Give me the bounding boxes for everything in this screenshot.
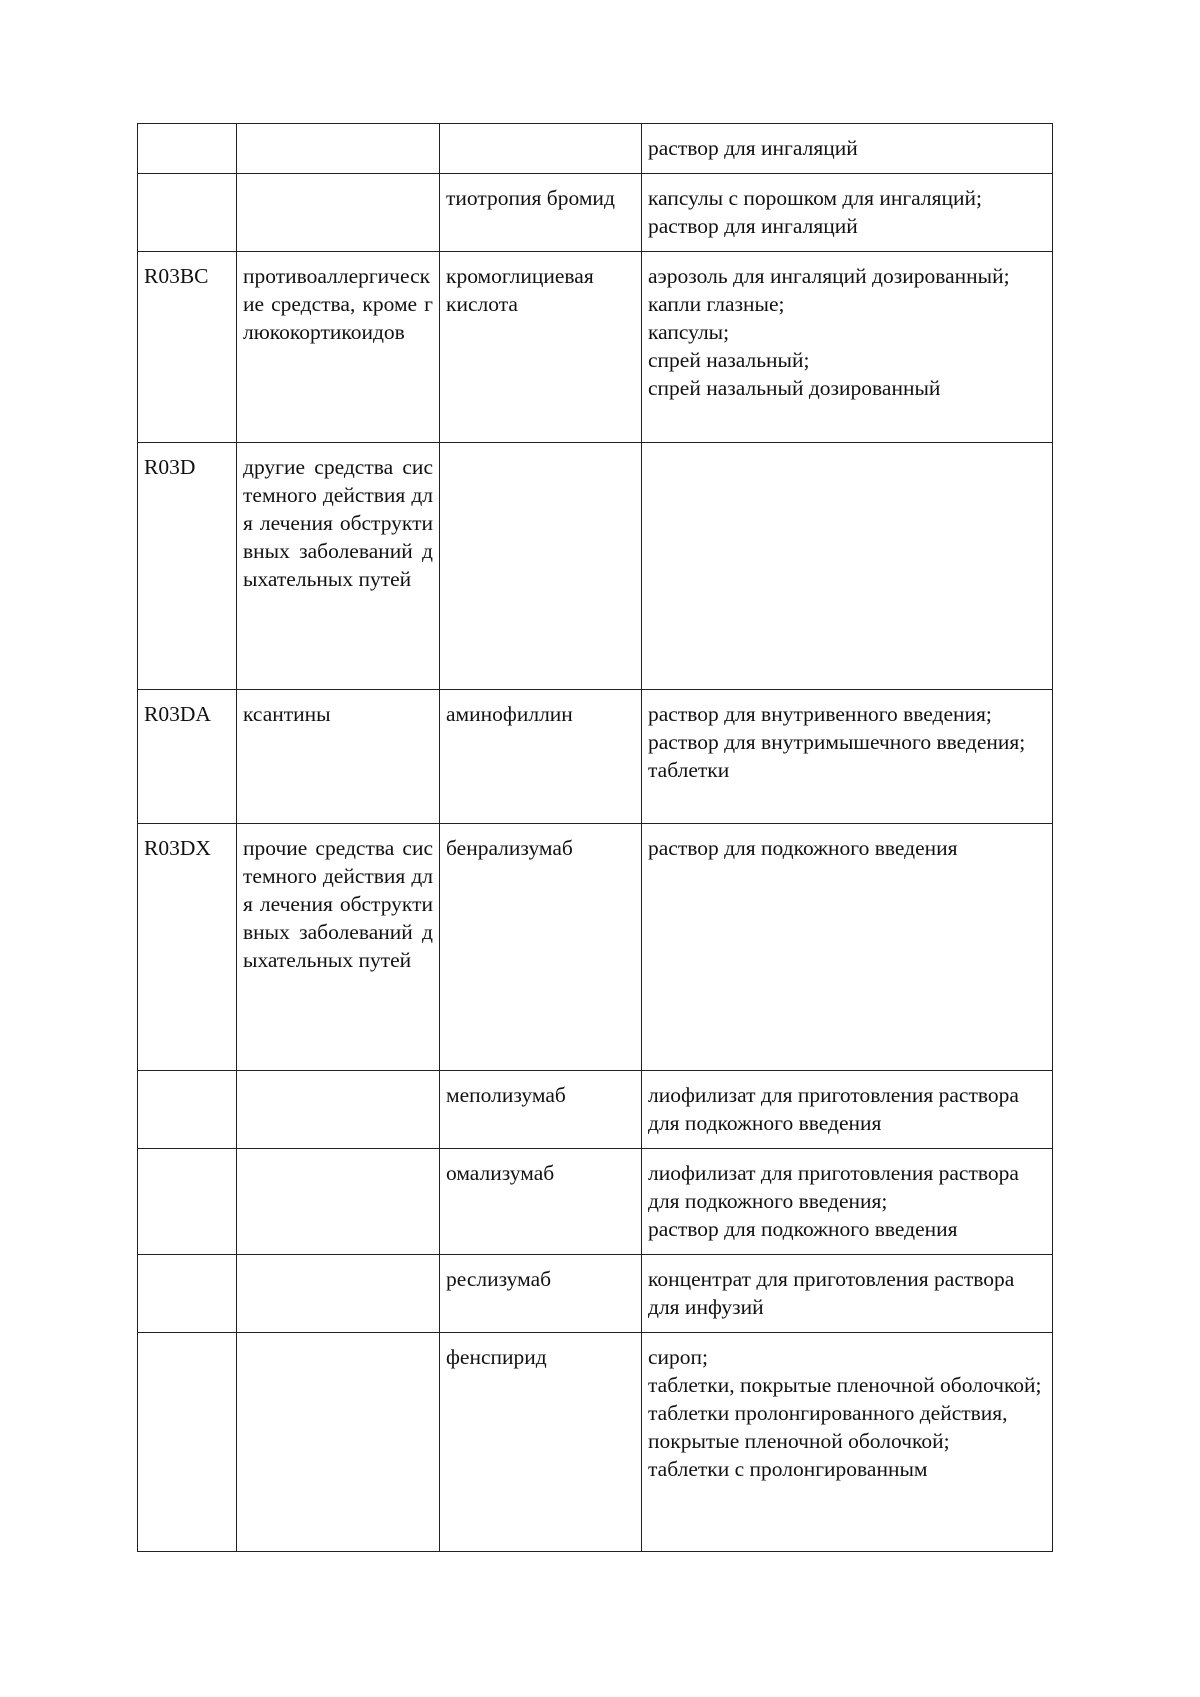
dosage-form-line: лиофилизат для приготовления раствора для подкожного введения xyxy=(648,1083,1019,1135)
drug-cell: кромоглициевая кислота xyxy=(440,252,642,443)
atc-code-cell xyxy=(138,1149,237,1255)
dosage-form-cell xyxy=(642,824,1053,1071)
table-row xyxy=(138,1255,1053,1333)
table-row xyxy=(138,1333,1053,1552)
table-row xyxy=(138,124,1053,174)
dosage-form-cell xyxy=(642,443,1053,690)
group-cell xyxy=(237,174,440,252)
dosage-form-line: таблетки с пролонгированным xyxy=(648,1457,928,1481)
atc-code-cell xyxy=(138,174,237,252)
atc-code-cell: R03DX xyxy=(138,824,237,1071)
group-cell: ксантины xyxy=(237,690,440,824)
group-cell xyxy=(237,1071,440,1149)
table-row xyxy=(138,174,1053,252)
table-row xyxy=(138,1149,1053,1255)
dosage-form-line: таблетки xyxy=(648,758,730,782)
atc-code-cell xyxy=(138,124,237,174)
group-cell: прочие средства системного действия для лечения обструктивных заболеваний дыхательных путей xyxy=(237,824,440,1071)
atc-code-cell: R03D xyxy=(138,443,237,690)
group-cell: противоаллергические средства, кроме глюкокортикоидов xyxy=(237,252,440,443)
dosage-form-cell xyxy=(642,1255,1053,1333)
dosage-form-line: спрей назальный дозированный xyxy=(648,376,941,400)
atc-code-cell: R03BC xyxy=(138,252,237,443)
group-cell xyxy=(237,1255,440,1333)
drug-cell xyxy=(440,443,642,690)
dosage-form-cell xyxy=(642,1333,1053,1552)
dosage-form-line: раствор для подкожного введения xyxy=(648,1217,958,1241)
dosage-form-line: раствор для внутривенного введения; xyxy=(648,702,992,726)
table-row xyxy=(138,252,1053,443)
dosage-form-cell xyxy=(642,124,1053,174)
drug-cell xyxy=(440,124,642,174)
dosage-form-cell xyxy=(642,1149,1053,1255)
group-cell xyxy=(237,1333,440,1552)
drug-cell: омализумаб xyxy=(440,1149,642,1255)
drug-table xyxy=(137,123,1053,1552)
atc-code-cell xyxy=(138,1333,237,1552)
dosage-form-line: лиофилизат для приготовления раствора для подкожного введения; xyxy=(648,1161,1019,1213)
dosage-form-line: капли глазные; xyxy=(648,292,785,316)
drug-table-body xyxy=(138,124,1053,1552)
dosage-form-line: раствор для внутримышечного введения; xyxy=(648,730,1026,754)
drug-cell: фенспирид xyxy=(440,1333,642,1552)
dosage-form-line: сироп; xyxy=(648,1345,709,1369)
group-cell xyxy=(237,1149,440,1255)
dosage-form-line: концентрат для приготовления раствора для инфузий xyxy=(648,1267,1015,1319)
dosage-form-line: капсулы с порошком для ингаляций; xyxy=(648,186,983,210)
dosage-form-line: аэрозоль для ингаляций дозированный; xyxy=(648,264,1010,288)
dosage-form-cell xyxy=(642,252,1053,443)
atc-code-cell xyxy=(138,1255,237,1333)
dosage-form-line: таблетки, покрытые пленочной оболочкой; xyxy=(648,1373,1042,1397)
drug-cell: меполизумаб xyxy=(440,1071,642,1149)
atc-code-cell xyxy=(138,1071,237,1149)
group-cell xyxy=(237,124,440,174)
table-row xyxy=(138,824,1053,1071)
dosage-form-line: спрей назальный; xyxy=(648,348,810,372)
drug-cell: бенрализумаб xyxy=(440,824,642,1071)
dosage-form-cell xyxy=(642,174,1053,252)
dosage-form-line: капсулы; xyxy=(648,320,730,344)
dosage-form-cell xyxy=(642,690,1053,824)
table-row xyxy=(138,1071,1053,1149)
dosage-form-line: таблетки пролонгированного действия, покрытые пленочной оболочкой; xyxy=(648,1401,1008,1453)
table-row xyxy=(138,690,1053,824)
dosage-form-line: раствор для ингаляций xyxy=(648,214,858,238)
group-cell: другие средства системного действия для лечения обструктивных заболеваний дыхательных путей xyxy=(237,443,440,690)
atc-code-cell: R03DA xyxy=(138,690,237,824)
drug-cell: аминофиллин xyxy=(440,690,642,824)
drug-cell: тиотропия бромид xyxy=(440,174,642,252)
dosage-form-line: раствор для ингаляций xyxy=(648,136,858,160)
drug-cell: реслизумаб xyxy=(440,1255,642,1333)
table-row xyxy=(138,443,1053,690)
dosage-form-cell xyxy=(642,1071,1053,1149)
dosage-form-line: раствор для подкожного введения xyxy=(648,836,958,860)
